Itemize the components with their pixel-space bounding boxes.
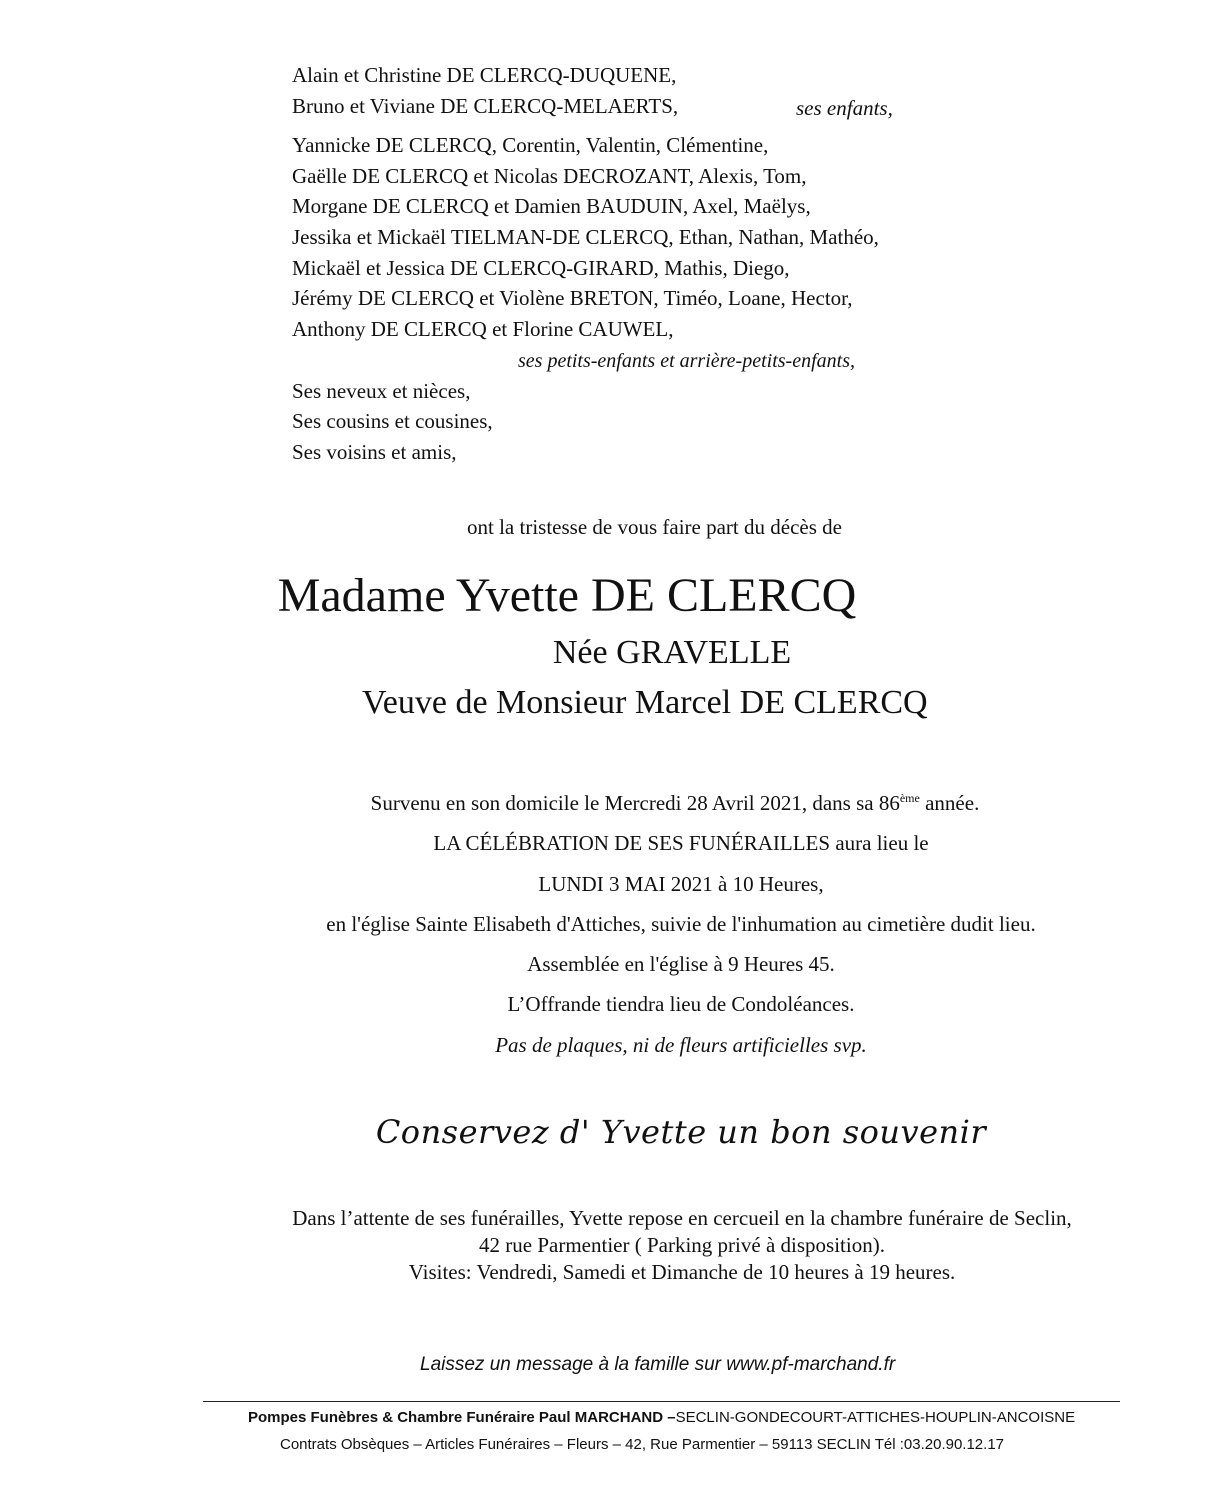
rest-line-1: Dans l’attente de ses funérailles, Yvette repose en cercueil en la chambre funéraire de Seclin, xyxy=(292,1206,1072,1230)
footer-company: Pompes Funèbres & Chambre Funéraire Paul MARCHAND – xyxy=(248,1409,676,1426)
ceremony-rest: aura lieu le xyxy=(830,831,929,855)
family-message-link[interactable]: Laissez un message à la famille sur www.pf-marchand.fr xyxy=(420,1354,896,1375)
grandchildren-line-5: Mickaël et Jessica DE CLERCQ-GIRARD, Mathis, Diego, xyxy=(292,256,790,280)
ceremony-place: en l'église Sainte Elisabeth d'Attiches, suivie de l'inhumation au cimetière dudit lieu. xyxy=(326,912,1036,936)
ceremony-line xyxy=(74,831,1214,856)
footer-towns: SECLIN-GONDECOURT-ATTICHES-HOUPLIN-ANCOISNE xyxy=(675,1409,1076,1426)
assembly-time: Assemblée en l'église à 9 Heures 45. xyxy=(527,952,835,976)
deceased-widow: Veuve de Monsieur Marcel DE CLERCQ xyxy=(362,684,928,721)
grandchildren-line-1: Yannicke DE CLERCQ, Corentin, Valentin, Clémentine, xyxy=(292,133,769,157)
footer-company-line xyxy=(248,1409,1075,1426)
deceased-name: Madame Yvette DE CLERCQ xyxy=(277,569,857,622)
ceremony-caps: LA CÉLÉBRATION DE SES FUNÉRAILLES xyxy=(433,831,831,855)
ceremony-date: LUNDI 3 MAI 2021 à 10 Heures, xyxy=(538,872,824,896)
footer-contracts: Contrats Obsèques – Articles Funéraires – Fleurs – 42, Rue Parmentier – 59113 SECLIN Tél :03.20.90.12.17 xyxy=(280,1436,1005,1453)
grandchildren-line-2: Gaëlle DE CLERCQ et Nicolas DECROZANT, Alexis, Tom, xyxy=(292,164,807,188)
grandchildren-line-4: Jessika et Mickaël TIELMAN-DE CLERCQ, Ethan, Nathan, Mathéo, xyxy=(292,225,879,249)
grandchildren-line-7: Anthony DE CLERCQ et Florine CAUWEL, xyxy=(292,317,674,341)
footer-divider xyxy=(203,1401,1120,1402)
death-notice xyxy=(68,791,1214,816)
death-prefix: Survenu en son domicile le Mercredi 28 Avril 2021, dans sa 86 xyxy=(370,791,900,815)
offering-note: L’Offrande tiendra lieu de Condoléances. xyxy=(507,992,855,1016)
grandchildren-label: ses petits-enfants et arrière-petits-enfants, xyxy=(518,350,855,372)
others-line-2: Ses cousins et cousines, xyxy=(292,409,493,433)
deceased-born: Née GRAVELLE xyxy=(552,634,792,671)
children-label: ses enfants, xyxy=(796,96,893,120)
souvenir-line: Conservez d' Yvette un bon souvenir xyxy=(375,1113,987,1151)
death-suffix: année. xyxy=(919,791,980,815)
death-sup: ème xyxy=(899,791,920,805)
grandchildren-line-3: Morgane DE CLERCQ et Damien BAUDUIN, Axel, Maëlys, xyxy=(292,194,811,218)
others-line-1: Ses neveux et nièces, xyxy=(292,379,471,403)
children-line-1: Alain et Christine DE CLERCQ-DUQUENE, xyxy=(292,63,677,87)
announcement: ont la tristesse de vous faire part du décès de xyxy=(467,515,842,539)
others-line-3: Ses voisins et amis, xyxy=(292,440,457,464)
rest-line-3: Visites: Vendredi, Samedi et Dimanche de 10 heures à 19 heures. xyxy=(408,1260,956,1284)
rest-line-2: 42 rue Parmentier ( Parking privé à disposition). xyxy=(479,1233,885,1257)
flowers-note: Pas de plaques, ni de fleurs artificielles svp. xyxy=(495,1033,867,1057)
grandchildren-line-6: Jérémy DE CLERCQ et Violène BRETON, Timéo, Loane, Hector, xyxy=(292,286,853,310)
children-line-2: Bruno et Viviane DE CLERCQ-MELAERTS, xyxy=(292,94,679,118)
